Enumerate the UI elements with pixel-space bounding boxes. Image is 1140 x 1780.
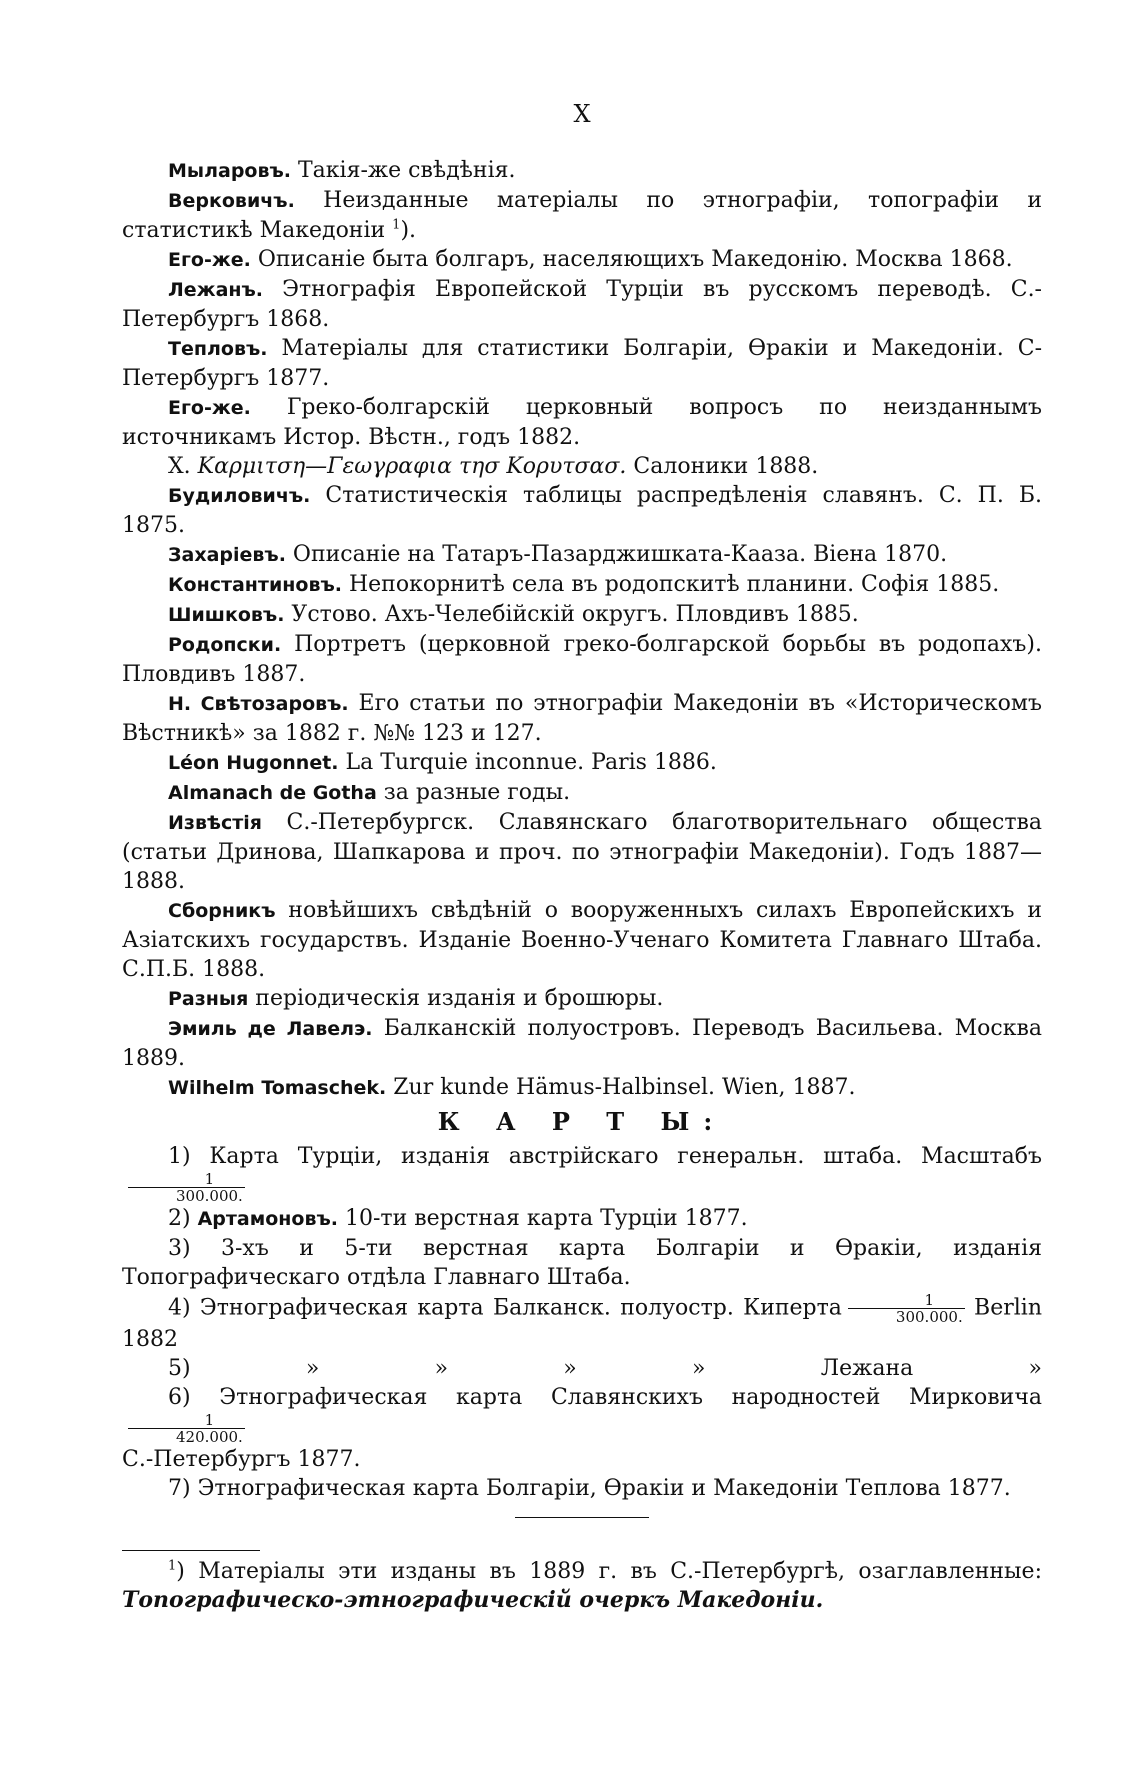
entry-author: Эмиль де Лавелэ. [168, 1018, 373, 1040]
bibliography-entry [122, 570, 1042, 600]
map-entry [122, 1142, 1042, 1204]
entry-text: Zur kunde Hämus-Halbinsel. Wien, 1887. [386, 1075, 856, 1100]
bibliography-entry [122, 748, 1042, 778]
bibliography-list [122, 156, 1042, 1637]
map-author: Артамоновъ. [197, 1208, 338, 1230]
fraction-numerator: 1 [204, 1411, 215, 1429]
entry-text: Греко-болгарскій церковный вопросъ по неизданнымъ источникамъ Истор. Вѣстн., годъ 1882. [122, 395, 1042, 450]
bibliography-entry [122, 689, 1042, 748]
map-text: 7) Этнографическая карта Болгаріи, Ѳракіи и Македоніи Теплова 1877. [168, 1476, 1011, 1501]
map-entry [122, 1292, 1042, 1354]
footnote-mark: 1 [168, 1558, 177, 1574]
entry-greek-title: Καρμιτση—Γεωγραφια τησ Κορυτσασ. [197, 454, 627, 479]
map-entry [122, 1474, 1042, 1503]
entry-text: С.-Петербургск. Славянскаго благотворительнаго общества (статьи Дринова, Шапкарова и проч. по этнографіи Македоніи). Годъ 1887—1888. [122, 810, 1042, 894]
ditto-cell: » [692, 1356, 706, 1381]
scale-fraction [848, 1292, 965, 1325]
map-entry [122, 1234, 1042, 1292]
map-text-end: С.-Петербургъ 1877. [122, 1447, 361, 1472]
entry-author: Его-же. [168, 249, 251, 271]
entry-author: Родопски. [168, 634, 282, 656]
entry-text: періодическія изданія и брошюры. [248, 986, 664, 1011]
fraction-numerator: 1 [924, 1291, 935, 1309]
entry-text: Портретъ (церковной греко-болгарской борьбы въ родопахъ). Пловдивъ 1887. [122, 632, 1042, 687]
entry-author: Лежанъ. [168, 279, 264, 301]
page-number: X [573, 100, 591, 128]
footnote-title: Топографическо-этнографическій очеркъ Македоніи. [122, 1587, 824, 1613]
bibliography-entry [122, 896, 1042, 984]
ditto-cell: 5) [168, 1356, 191, 1381]
entry-author: Léon Hugonnet. [168, 752, 339, 774]
bibliography-entry [122, 984, 1042, 1014]
bibliography-entry [122, 245, 1042, 275]
ditto-cell: » [305, 1356, 320, 1381]
entry-author: Захаріевъ. [168, 544, 286, 566]
map-text: 6) Этнографическая карта Славянскихъ народностей Мирковича [168, 1385, 1042, 1410]
entry-author: Сборникъ [168, 900, 276, 922]
map-number: 2) [168, 1206, 198, 1231]
bibliography-entry [122, 481, 1042, 540]
entry-author: Almanach de Gotha [168, 782, 377, 804]
fraction-denominator: 300.000. [848, 1308, 965, 1325]
entry-text: Непокорнитѣ села въ родопскитѣ планини. Софія 1885. [341, 572, 1000, 597]
entry-text: Устово. Ахъ-Челебійскій округъ. Пловдивъ 1885. [284, 602, 859, 627]
section-divider [515, 1517, 649, 1518]
map-entry [122, 1204, 1042, 1234]
entry-text-end: ). [400, 218, 417, 243]
bibliography-entry [122, 186, 1042, 245]
ditto-cell: » [434, 1356, 449, 1381]
entry-author: Н. Свѣтозаровъ. [168, 693, 349, 715]
entry-text: новѣйшихъ свѣдѣній о вооруженныхъ силахъ Европейскихъ и Азіатскихъ государствъ. Изданіе Военно-Ученаго Комитета Главнаго Штаба. С.П.Б. 1888. [122, 898, 1042, 982]
entry-author: Его-же. [168, 397, 251, 419]
map-entry [122, 1383, 1042, 1474]
entry-author: Шишковъ. [168, 604, 285, 626]
entry-author: Будиловичъ. [168, 485, 311, 507]
entry-text: Неизданные матеріалы по этнографіи, топографіи и статистикѣ Македоніи [122, 188, 1042, 243]
entry-text: Описаніе быта болгаръ, населяющихъ Македонію. Москва 1868. [250, 247, 1013, 272]
entry-author: Мыларовъ. [168, 160, 291, 182]
entry-text: Его статьи по этнографіи Македоніи въ «Историческомъ Вѣстникѣ» за 1882 г. №№ 123 и 127. [122, 691, 1042, 746]
footnote [122, 1557, 1042, 1615]
fraction-numerator: 1 [204, 1170, 215, 1188]
maps-heading: К А Р Т Ы: [437, 1107, 727, 1136]
bibliography-entry [122, 334, 1042, 393]
entry-text: за разные годы. [376, 780, 571, 805]
map-text: 4) Этнографическая карта Балканск. полуостр. Киперта [168, 1295, 842, 1321]
entry-prefix: Х. [168, 454, 198, 479]
entry-text: Салоники 1888. [626, 454, 819, 479]
map-entry-ditto [122, 1354, 1042, 1383]
map-text-end: Berlin 1882 [122, 1295, 1043, 1352]
fraction-denominator: 420.000. [128, 1428, 245, 1445]
bibliography-entry [122, 393, 1042, 452]
entry-text: Статистическія таблицы распредѣленія славянъ. С. П. Б. 1875. [122, 483, 1042, 538]
scale-fraction [128, 1412, 245, 1445]
map-text: 1) Карта Турціи, изданія австрійскаго генеральн. штаба. Масштабъ [168, 1144, 1042, 1169]
entry-text: Такія-же свѣдѣнія. [291, 158, 516, 183]
entry-author: Тепловъ. [168, 338, 268, 360]
scale-fraction [128, 1171, 245, 1204]
bibliography-entry [122, 600, 1042, 630]
bibliography-entry [122, 808, 1042, 896]
bibliography-entry [122, 275, 1042, 334]
entry-author: Разныя [168, 988, 249, 1010]
bibliography-entry [122, 1073, 1042, 1103]
entry-author: Wilhelm Tomaschek. [168, 1077, 387, 1099]
ditto-cell: » [563, 1356, 577, 1381]
entry-author: Извѣстія [168, 812, 262, 834]
fraction-denominator: 300.000. [128, 1187, 245, 1204]
footnote-text: ) Матеріалы эти изданы въ 1889 г. въ С.-Петербургѣ, озаглавленные: [176, 1559, 1042, 1584]
footnote-divider [122, 1550, 260, 1551]
bibliography-entry [122, 1014, 1042, 1073]
entry-text: Этнографія Европейской Турціи въ русскомъ переводѣ. С.-Петербургъ 1868. [122, 277, 1042, 332]
entry-text: Матеріалы для статистики Болгаріи, Ѳракіи и Македоніи. С-Петербургъ 1877. [122, 336, 1042, 391]
entry-author: Верковичъ. [168, 190, 295, 212]
entry-text: Балканскій полуостровъ. Переводъ Васильева. Москва 1889. [122, 1016, 1042, 1071]
bibliography-entry [122, 540, 1042, 570]
ditto-cell: Лежана [820, 1356, 914, 1381]
bibliography-entry [122, 156, 1042, 186]
bibliography-entry [122, 778, 1042, 808]
map-text: 10-ти верстная карта Турціи 1877. [338, 1206, 748, 1231]
entry-text: Описаніе на Татаръ-Пазарджишката-Кааза. Віена 1870. [285, 542, 948, 567]
map-text: 3) 3-хъ и 5-ти верстная карта Болгаріи и Ѳракіи, изданія Топографическаго отдѣла Главнаго Штаба. [122, 1236, 1042, 1290]
bibliography-entry [122, 452, 1042, 481]
footnote-ref: 1 [392, 217, 401, 233]
bibliography-entry [122, 630, 1042, 689]
entry-text: La Turquie inconnue. Paris 1886. [338, 750, 717, 775]
entry-author: Константиновъ. [168, 574, 342, 596]
ditto-cell: » [1028, 1356, 1042, 1381]
